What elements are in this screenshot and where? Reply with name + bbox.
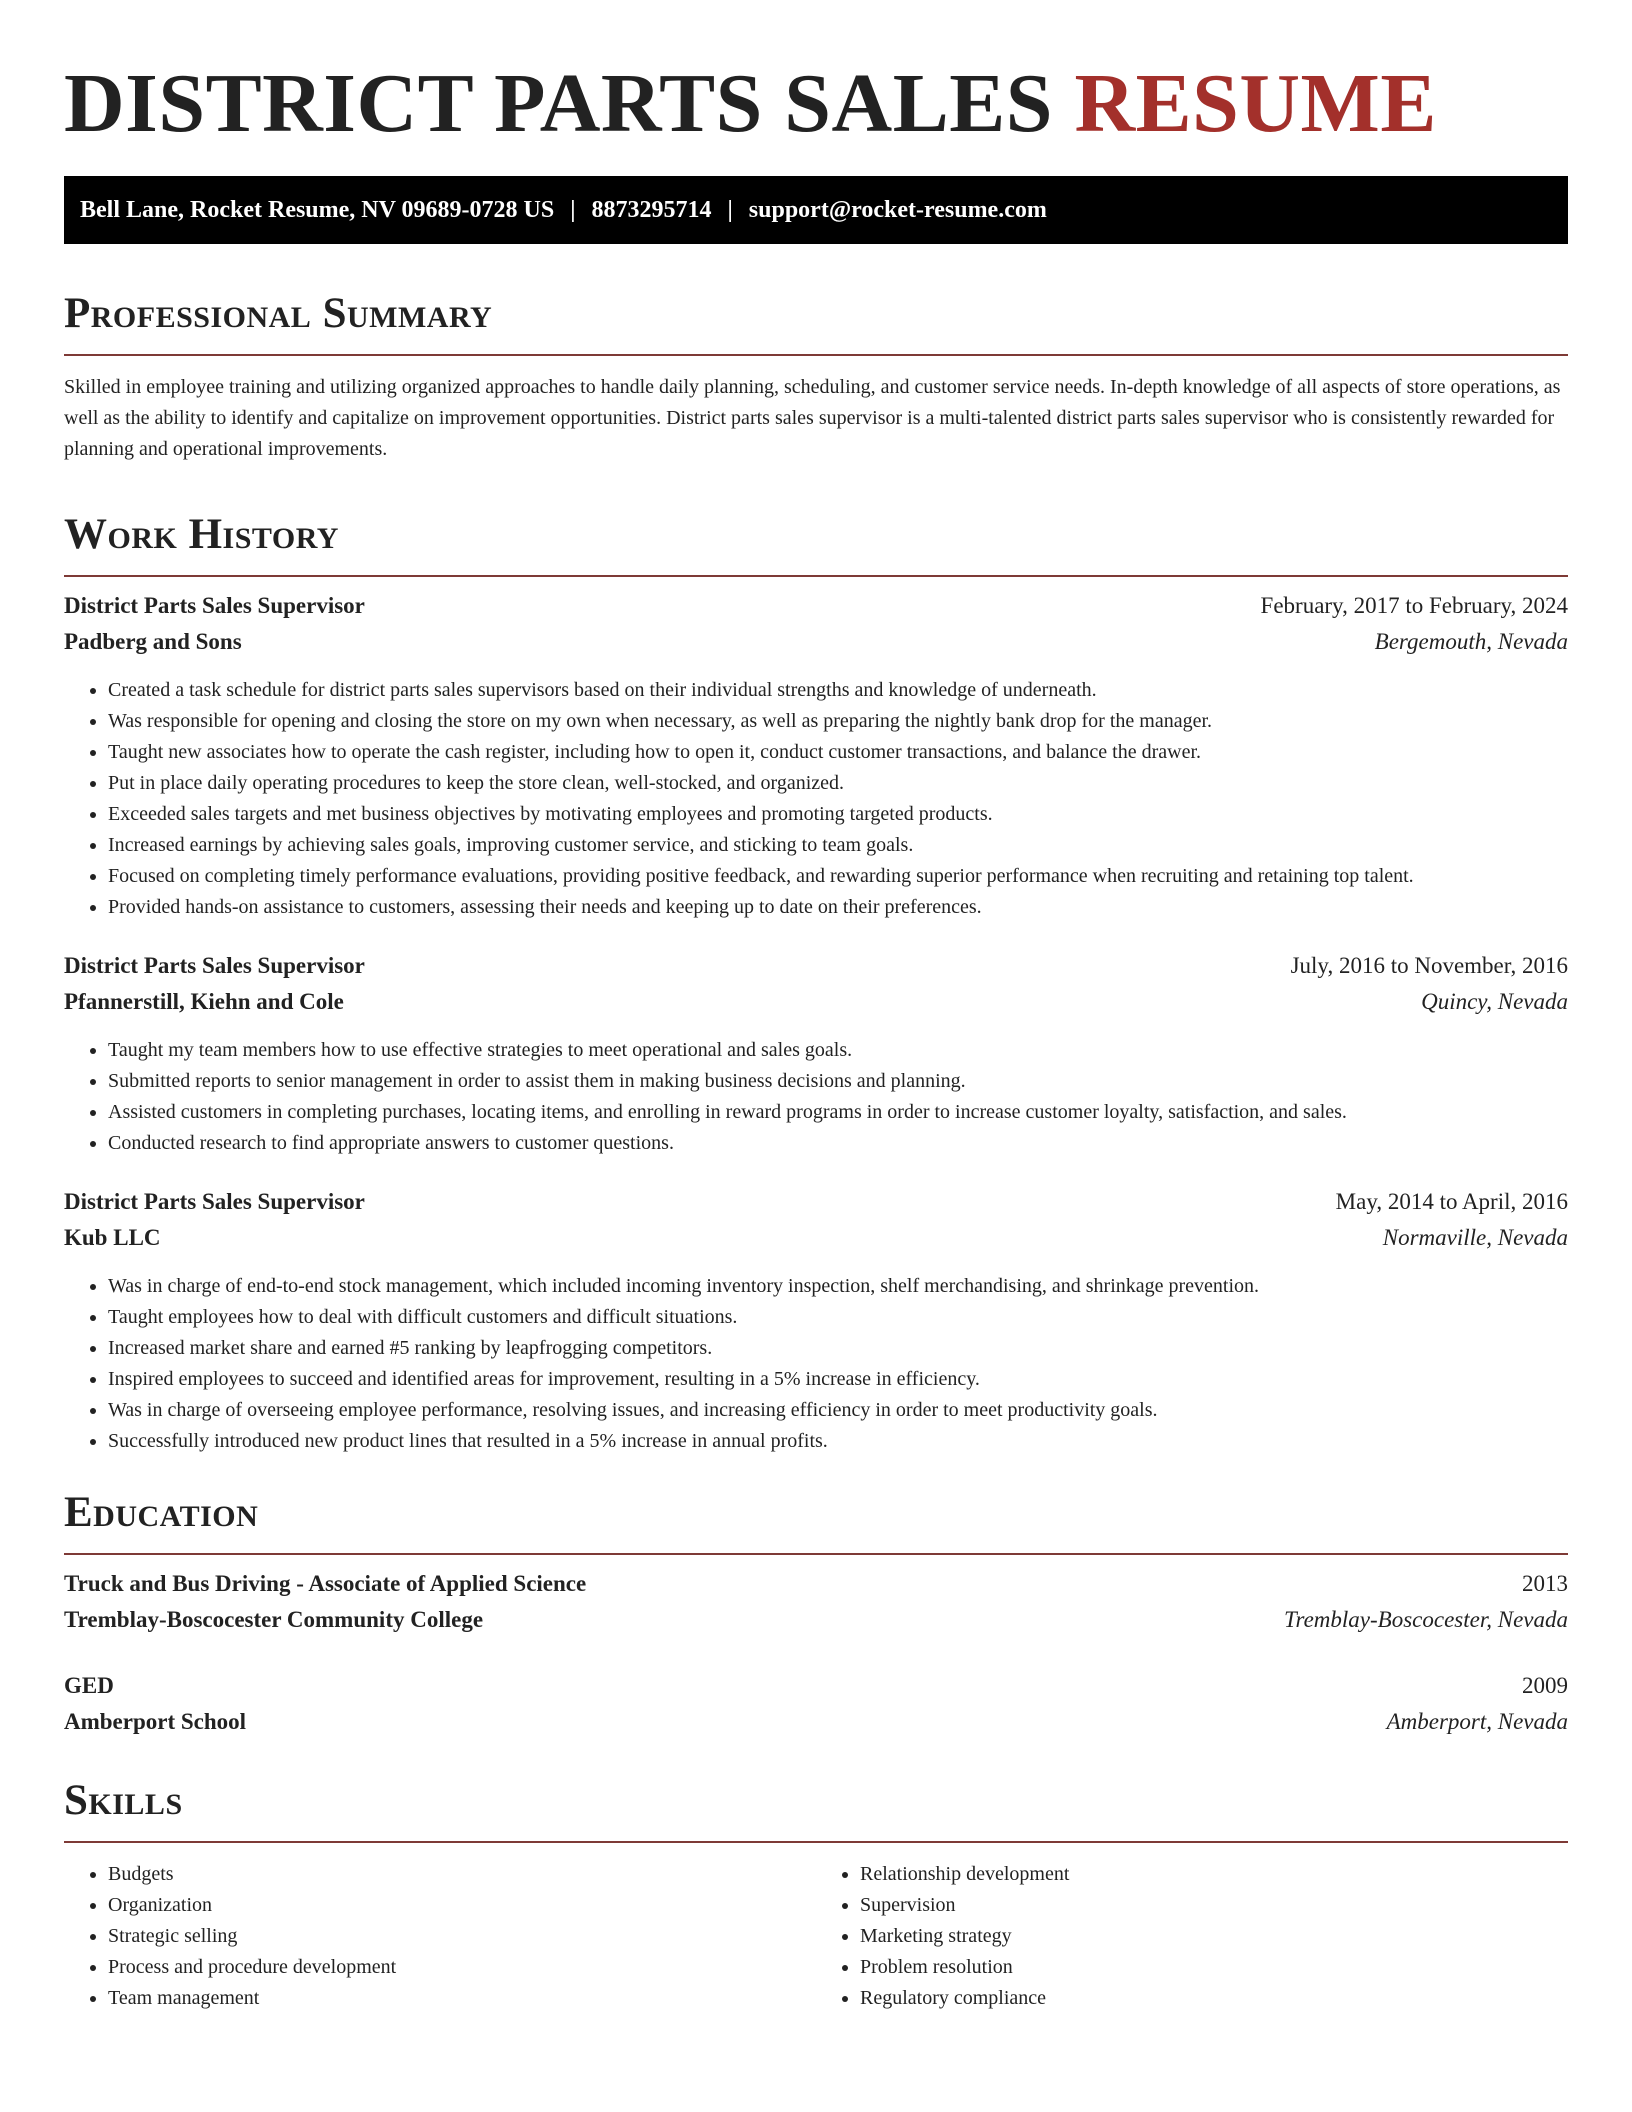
job-header-row [64,593,1568,629]
job-company-row [64,989,1568,1025]
contact-bar [64,176,1568,244]
education-degree-row [64,1673,1568,1709]
skill-item: • Marketing strategy [860,1921,1568,1952]
skill-item: • Relationship development [860,1859,1568,1890]
skill-item: • Strategic selling [108,1921,816,1952]
job-company: Padberg and Sons [64,629,242,654]
job-entry [64,1189,1568,1457]
contact-email: support@rocket-resume.com [748,196,1047,223]
job-bullet: • Inspired employees to succeed and identified areas for improvement, resulting in a 5% increase in efficiency. [108,1364,1568,1395]
skill-item: • Supervision [860,1890,1568,1921]
job-title: District Parts Sales Supervisor [64,1189,365,1214]
summary-text: Skilled in employee training and utilizing organized approaches to handle daily planning, scheduling, and customer service needs. In-depth knowledge of all aspects of store operations, as well as the ability to identify and capitalize on improvement opportunities. District parts sales supervisor is a multi-talented district parts sales supervisor who is consistently rewarded for planning and operational improvements. [64,376,1561,460]
job-bullet: • Was in charge of end-to-end stock management, which included incoming inventory inspection, shelf merchandising, and shrinkage prevention. [108,1271,1568,1302]
job-bullet: • Assisted customers in completing purchases, locating items, and enrolling in reward programs in order to increase customer loyalty, satisfaction, and sales. [108,1097,1568,1128]
job-bullet: • Created a task schedule for district parts sales supervisors based on their individual strengths and knowledge of underneath. [108,675,1568,706]
education-location: Amberport, Nevada [1386,1709,1568,1734]
education-list [64,1571,1568,1745]
job-location: Bergemouth, Nevada [1374,629,1568,654]
job-bullet: • Successfully introduced new product lines that resulted in a 5% increase in annual profits. [108,1426,1568,1457]
contact-separator: | [570,196,576,223]
education-entry [64,1673,1568,1745]
job-bullet: • Submitted reports to senior management in order to assist them in making business decisions and planning. [108,1066,1568,1097]
job-bullet-list [64,1271,1568,1457]
job-company: Pfannerstill, Kiehn and Cole [64,989,344,1014]
job-bullet: • Taught my team members how to use effective strategies to meet operational and sales goals. [108,1035,1568,1066]
job-header-row [64,953,1568,989]
job-bullet-list [64,1035,1568,1159]
job-company-row [64,629,1568,665]
education-school-row [64,1709,1568,1745]
skill-item: • Regulatory compliance [860,1983,1568,2014]
job-bullet: • Focused on completing timely performance evaluations, providing positive feedback, and rewarding superior performance when recruiting and retaining top talent. [108,861,1568,892]
skills-column-left [64,1859,816,2014]
section-divider [64,1841,1568,1843]
job-bullet: • Exceeded sales targets and met business objectives by motivating employees and promoting targeted products. [108,799,1568,830]
education-degree-row [64,1571,1568,1607]
skills-list [64,1859,1568,2014]
education-school-row [64,1607,1568,1643]
section-title-work-history: Work History [64,511,339,558]
job-entry [64,593,1568,923]
job-title: District Parts Sales Supervisor [64,953,365,978]
education-year: 2013 [1522,1571,1568,1596]
job-company: Kub LLC [64,1225,161,1250]
job-dates: July, 2016 to November, 2016 [1290,953,1568,978]
work-history-list [64,593,1568,1457]
contact-separator: | [727,196,733,223]
job-bullet: • Taught new associates how to operate the cash register, including how to open it, conduct customer transactions, and balance the drawer. [108,737,1568,768]
skills-column-right [816,1859,1568,2014]
job-bullet: • Provided hands-on assistance to customers, assessing their needs and keeping up to date on their preferences. [108,892,1568,923]
title-main: DISTRICT PARTS SALES [64,57,1053,150]
skill-item: • Process and procedure development [108,1952,816,1983]
job-company-row [64,1225,1568,1261]
section-title-summary: Professional Summary [64,290,493,337]
education-year: 2009 [1522,1673,1568,1698]
job-header-row [64,1189,1568,1225]
job-bullet: • Was in charge of overseeing employee performance, resolving issues, and increasing efficiency in order to meet productivity goals. [108,1395,1568,1426]
skill-item: • Budgets [108,1859,816,1890]
job-location: Quincy, Nevada [1421,989,1568,1014]
job-dates: February, 2017 to February, 2024 [1260,593,1568,618]
section-divider [64,1553,1568,1555]
skill-item: • Organization [108,1890,816,1921]
education-school: Tremblay-Boscocester Community College [64,1607,484,1632]
section-divider [64,354,1568,356]
job-bullet: • Put in place daily operating procedures to keep the store clean, well-stocked, and organized. [108,768,1568,799]
job-entry [64,953,1568,1159]
job-bullet: • Increased earnings by achieving sales goals, improving customer service, and sticking to team goals. [108,830,1568,861]
skill-item: • Problem resolution [860,1952,1568,1983]
contact-address: Bell Lane, Rocket Resume, NV 09689-0728 US [80,196,555,223]
job-bullet: • Taught employees how to deal with difficult customers and difficult situations. [108,1302,1568,1333]
education-school: Amberport School [64,1709,247,1734]
education-location: Tremblay-Boscocester, Nevada [1283,1607,1568,1632]
job-title: District Parts Sales Supervisor [64,593,365,618]
section-title-skills: Skills [64,1777,183,1824]
job-bullet-list [64,675,1568,923]
job-dates: May, 2014 to April, 2016 [1335,1189,1568,1214]
contact-phone: 8873295714 [591,196,712,223]
job-location: Normaville, Nevada [1382,1225,1568,1250]
title-accent: RESUME [1074,57,1437,150]
education-degree: GED [64,1673,114,1698]
section-divider [64,575,1568,577]
job-bullet: • Conducted research to find appropriate answers to customer questions. [108,1128,1568,1159]
resume-title [64,0,1568,152]
job-bullet: • Increased market share and earned #5 ranking by leapfrogging competitors. [108,1333,1568,1364]
education-entry [64,1571,1568,1643]
section-title-education: Education [64,1489,259,1536]
education-degree: Truck and Bus Driving - Associate of Applied Science [64,1571,587,1596]
skill-item: • Team management [108,1983,816,2014]
job-bullet: • Was responsible for opening and closing the store on my own when necessary, as well as preparing the nightly bank drop for the manager. [108,706,1568,737]
